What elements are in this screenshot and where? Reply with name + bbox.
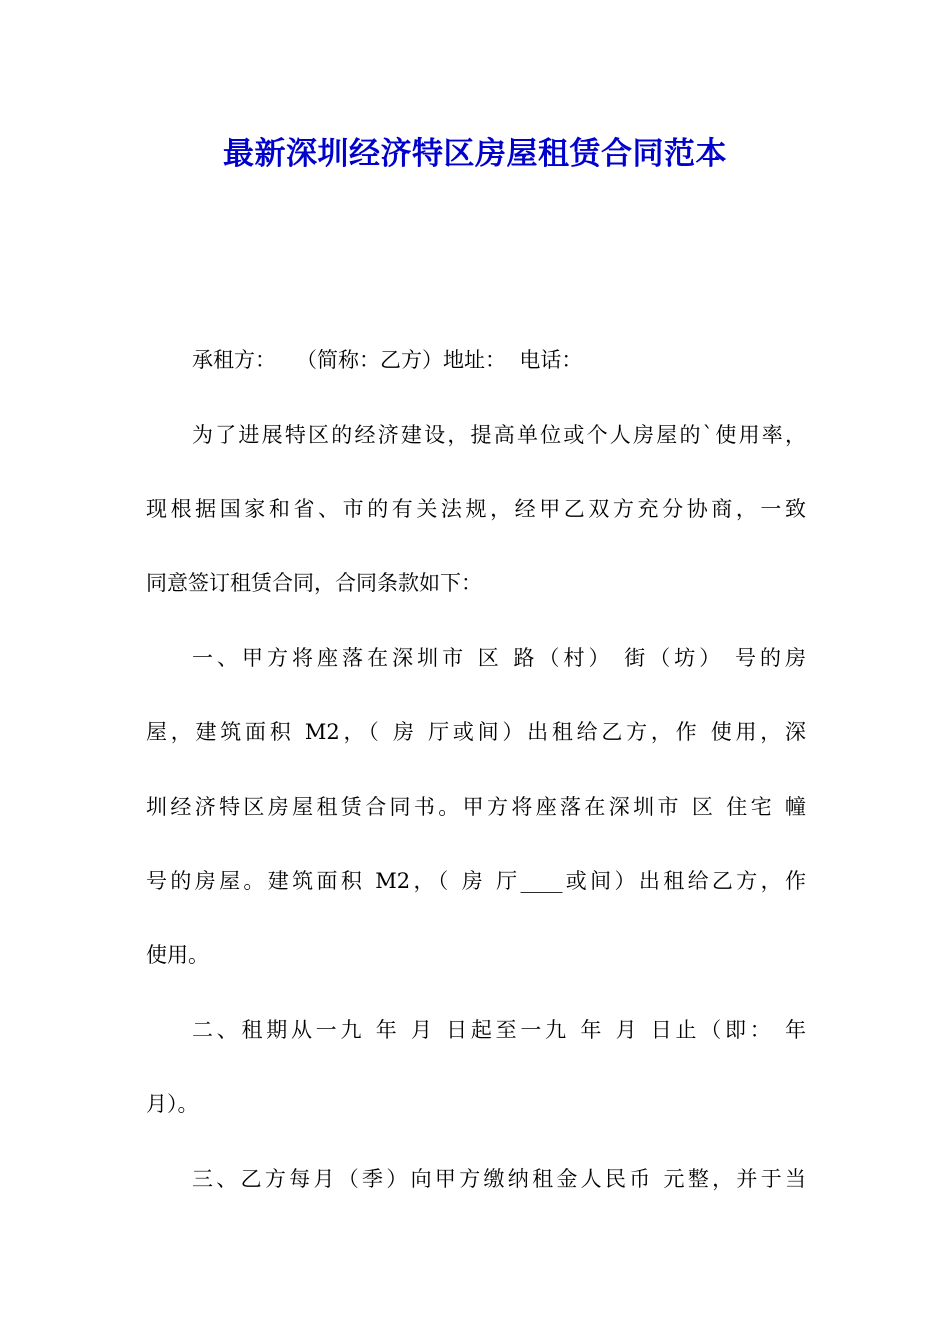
paragraph-line-clause-2: 二、租期从一九 年 月 日起至一九 年 月 日止（即： 年 xyxy=(192,1018,806,1042)
paragraph-line: 现根据国家和省、市的有关法规，经甲乙双方充分协商，一致 xyxy=(146,497,806,521)
paragraph-line-lessee: 承租方： （简称：乙方）地址： 电话： xyxy=(192,348,583,372)
document-title: 最新深圳经济特区房屋租赁合同范本 xyxy=(223,136,727,172)
paragraph-line-clause-1: 一、甲方将座落在深圳市 区 路（村） 街（坊） 号的房 xyxy=(192,646,806,670)
paragraph-line: 号的房屋。建筑面积 M2，（ 房 厅____或间）出租给乙方，作 xyxy=(146,869,806,893)
paragraph-line-clause-3: 三、乙方每月（季）向甲方缴纳租金人民币 元整，并于当 xyxy=(192,1167,806,1191)
paragraph-line: 为了进展特区的经济建设，提高单位或个人房屋的`使用率， xyxy=(192,423,806,447)
paragraph-line: 使用。 xyxy=(146,943,209,967)
paragraph-line: 屋，建筑面积 M2，（ 房 厅或间）出租给乙方，作 使用，深 xyxy=(146,720,806,744)
paragraph-line: 月）。 xyxy=(146,1092,199,1116)
paragraph-line: 同意签订租赁合同，合同条款如下： xyxy=(146,571,482,595)
paragraph-line: 圳经济特区房屋租赁合同书。甲方将座落在深圳市 区 住宅 幢 xyxy=(146,795,806,819)
